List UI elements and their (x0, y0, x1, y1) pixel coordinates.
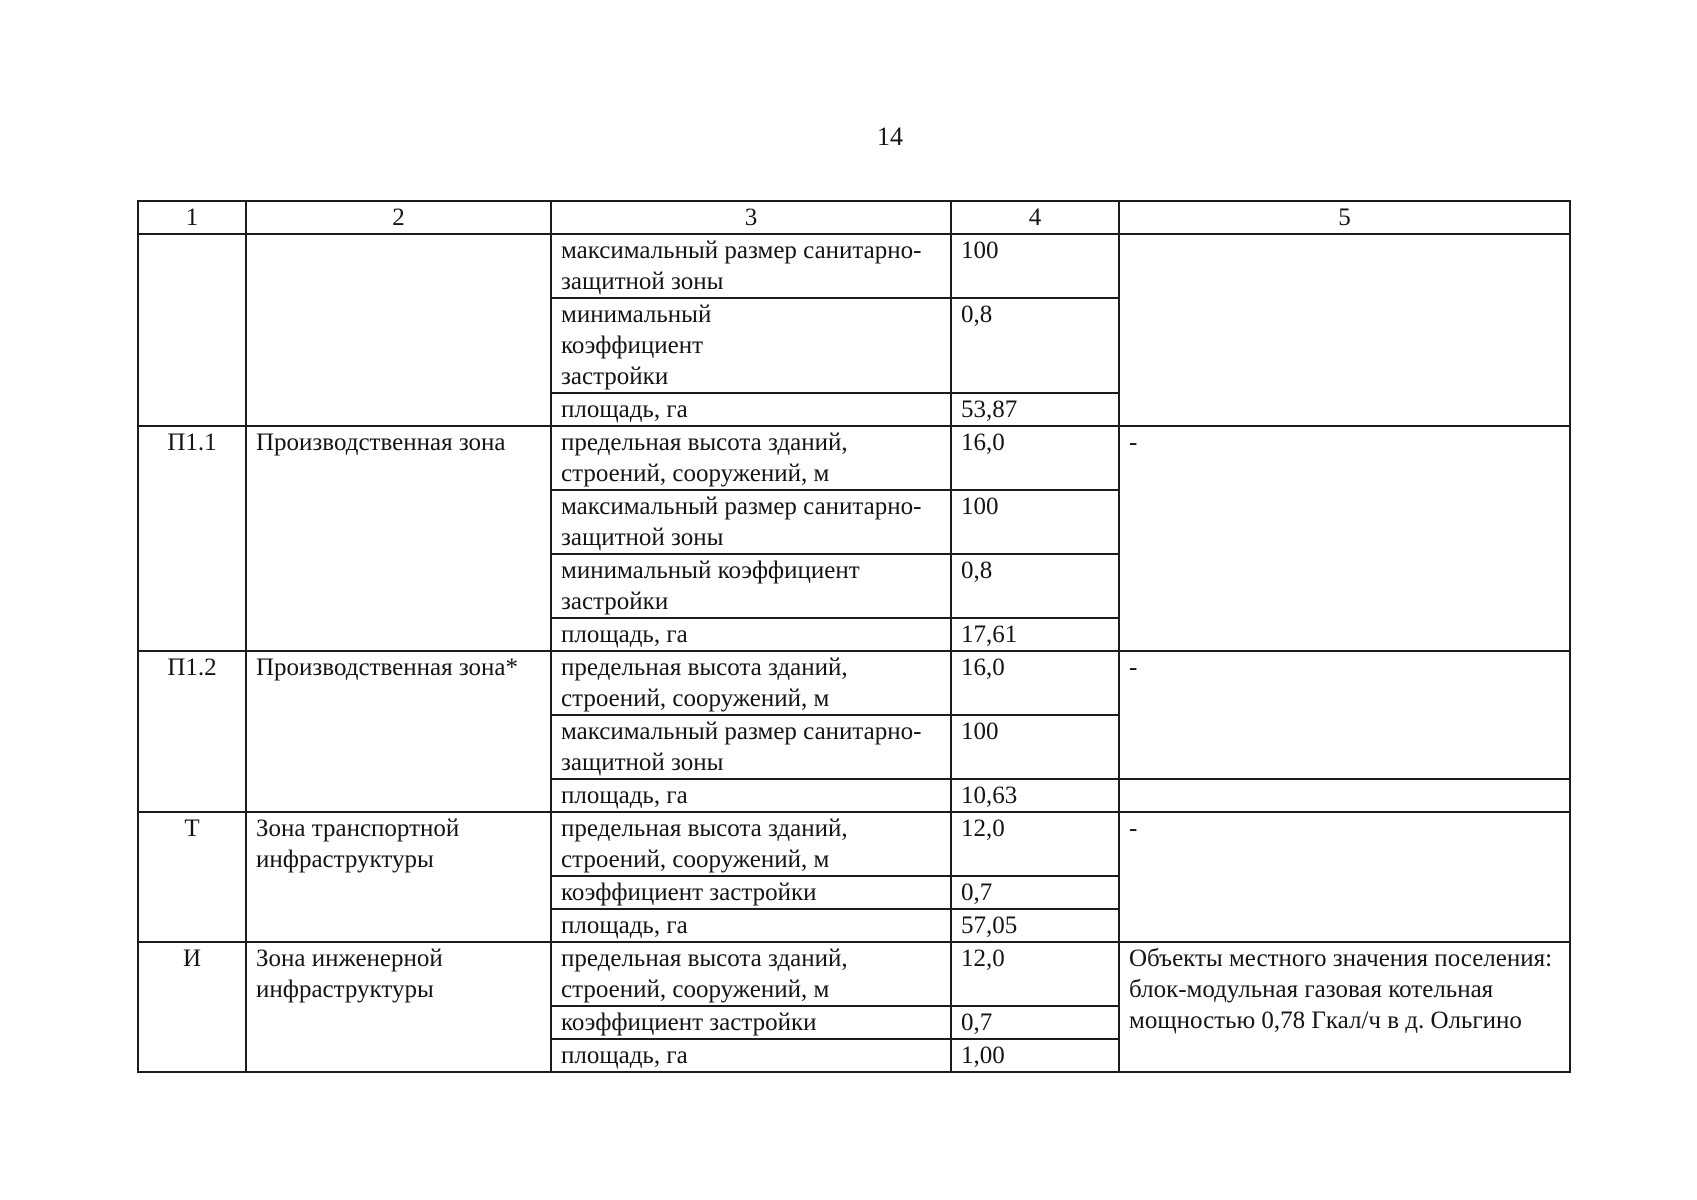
param-value: 16,0 (951, 651, 1119, 715)
zone-code: П1.1 (138, 426, 246, 651)
page-number: 14 (877, 122, 903, 151)
param-label: площадь, га (551, 909, 951, 942)
param-label: коэффициент застройки (551, 1006, 951, 1039)
param-value: 53,87 (951, 393, 1119, 426)
param-value: 100 (951, 715, 1119, 779)
param-value: 0,8 (951, 298, 1119, 393)
param-value: 0,7 (951, 1006, 1119, 1039)
table-row (138, 812, 1570, 876)
zone-name: Зона инженерной инфраструктуры (246, 942, 551, 1072)
zone-note: - (1119, 812, 1570, 942)
header-col-1: 1 (138, 201, 246, 234)
param-label: предельная высота зданий, строений, сооружений, м (551, 812, 951, 876)
param-value: 100 (951, 490, 1119, 554)
zone-code: П1.2 (138, 651, 246, 812)
param-value: 0,8 (951, 554, 1119, 618)
param-label: площадь, га (551, 618, 951, 651)
param-label: площадь, га (551, 1039, 951, 1072)
table-row (138, 234, 1570, 298)
param-label: максимальный размер санитарно-защитной зоны (551, 490, 951, 554)
zone-code-cell (138, 234, 246, 426)
param-value: 57,05 (951, 909, 1119, 942)
header-col-3: 3 (551, 201, 951, 234)
param-value: 0,7 (951, 876, 1119, 909)
param-value: 100 (951, 234, 1119, 298)
param-label: коэффициент застройки (551, 876, 951, 909)
zone-note: - (1119, 426, 1570, 651)
table-header-row (138, 201, 1570, 234)
param-label: минимальный коэффициент застройки (551, 554, 951, 618)
param-value: 12,0 (951, 942, 1119, 1006)
param-label: площадь, га (551, 779, 951, 812)
param-value: 17,61 (951, 618, 1119, 651)
zone-name: Зона транспортной инфраструктуры (246, 812, 551, 942)
param-label: максимальный размер санитарно-защитной зоны (551, 234, 951, 298)
header-col-4: 4 (951, 201, 1119, 234)
table-row (138, 651, 1570, 715)
param-label: площадь, га (551, 393, 951, 426)
header-col-5: 5 (1119, 201, 1570, 234)
header-col-2: 2 (246, 201, 551, 234)
param-value: 16,0 (951, 426, 1119, 490)
param-value: 12,0 (951, 812, 1119, 876)
zone-note-cell (1119, 234, 1570, 426)
table-row (138, 942, 1570, 1006)
param-value: 1,00 (951, 1039, 1119, 1072)
zone-name: Производственная зона* (246, 651, 551, 812)
param-label: минимальный коэффициент застройки (551, 298, 951, 393)
param-label: предельная высота зданий, строений, сооружений, м (551, 426, 951, 490)
zones-table (137, 200, 1571, 1073)
param-value: 10,63 (951, 779, 1119, 812)
param-label: предельная высота зданий, строений, сооружений, м (551, 942, 951, 1006)
zone-code: И (138, 942, 246, 1072)
param-label: предельная высота зданий, строений, сооружений, м (551, 651, 951, 715)
zone-name-cell (246, 234, 551, 426)
param-label: максимальный размер санитарно-защитной зоны (551, 715, 951, 779)
zone-note: - (1119, 651, 1570, 779)
zone-name: Производственная зона (246, 426, 551, 651)
zone-code: Т (138, 812, 246, 942)
zone-note: Объекты местного значения поселения: блок-модульная газовая котельная мощностью 0,78 Гкал/ч в д. Ольгино (1119, 942, 1570, 1072)
table-row (138, 426, 1570, 490)
zone-note-empty (1119, 779, 1570, 812)
